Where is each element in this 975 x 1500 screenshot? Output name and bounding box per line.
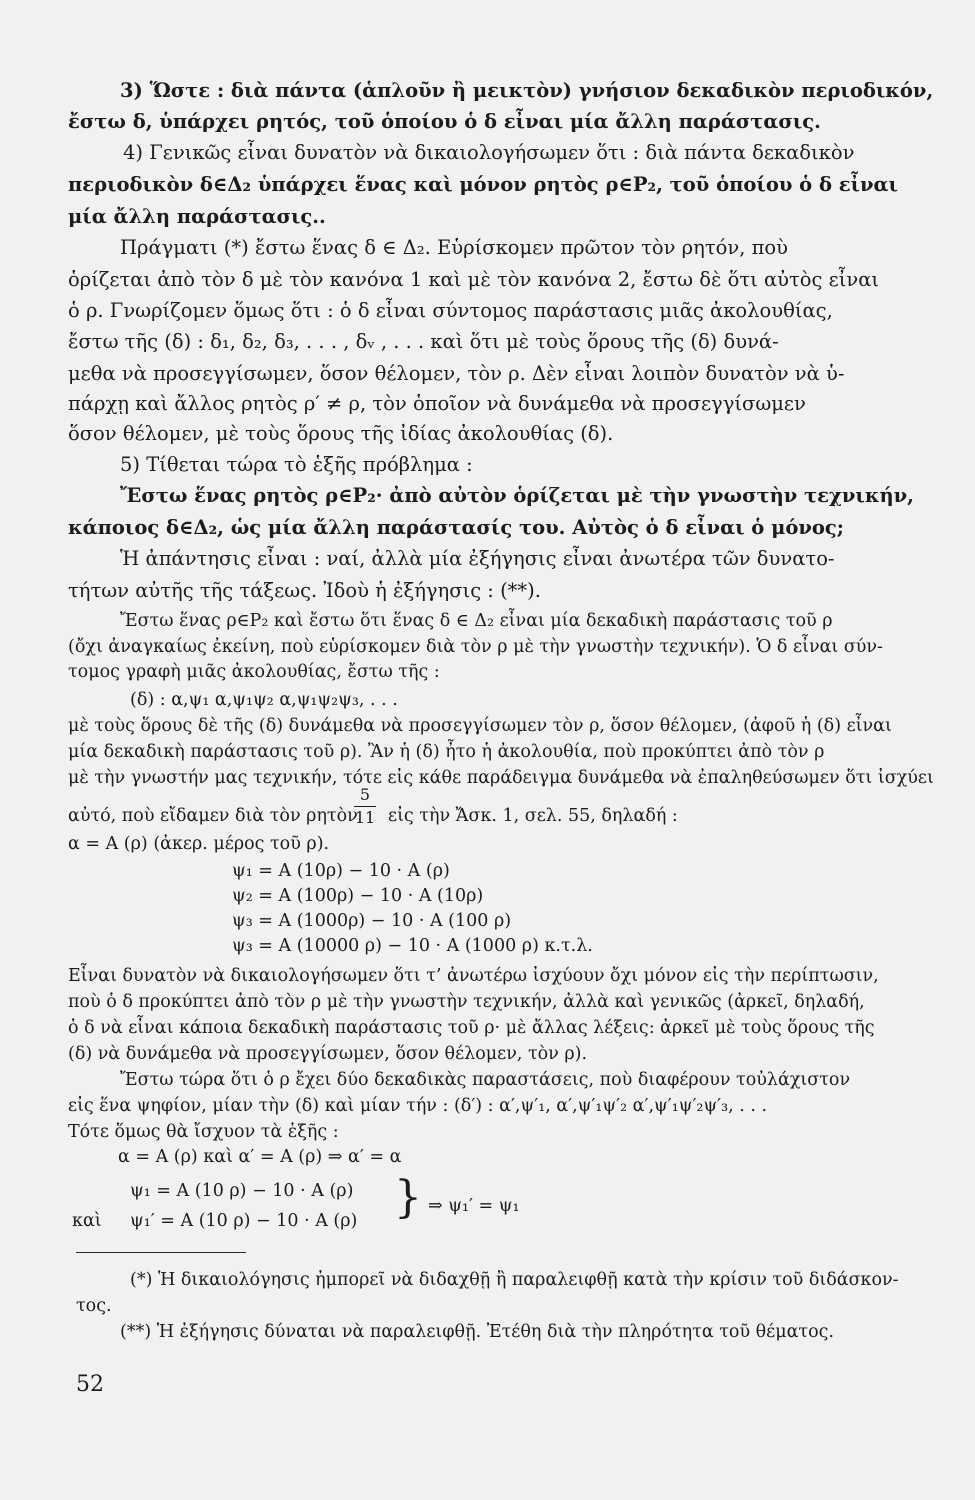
footnote-2: (**) Ἡ ἐξήγησις δύναται νὰ παραλειφθῇ. Ἐτέθη διὰ τὴν πληρότητα τοῦ θέματος. <box>120 1322 835 1342</box>
explanation-line12: (δ) νὰ δυνάμεθα νὰ προσεγγίσωμεν, ὅσον θέλομεν, τὸν ρ). <box>68 1044 588 1064</box>
explanation-line9: Εἶναι δυνατὸν νὰ δικαιολογήσωμεν ὅτι τ’ ἀνωτέρω ἰσχύουν ὄχι μόνον εἰς τὴν περίπτωσιν, <box>68 966 879 986</box>
proof-line7: ὅσον θέλομεν, μὲ τοὺς ὅρους τῆς ἰδίας ἀκολουθίας (δ). <box>68 422 614 445</box>
proof-line2: ὁρίζεται ἀπὸ τὸν δ μὲ τὸν κανόνα 1 καὶ μὲ τὸν κανόνα 2, ἔστω δὲ ὅτι αὐτὸς εἶναι <box>68 268 880 291</box>
explanation-line14: εἰς ἕνα ψηφίον, μίαν τὴν (δ) καὶ μίαν τήν : (δ′) : α′,ψ′₁, α′,ψ′₁ψ′₂ α′,ψ′₁ψ′₂ψ′₃, . . . <box>68 1096 768 1116</box>
fraction-numerator: 5 <box>359 785 371 804</box>
section5-problem2: κάποιος δ∈Δ₂, ὡς μία ἄλλη παράστασίς του. Αὐτὸς ὁ δ εἶναι ὁ μόνος; <box>68 516 844 539</box>
right-brace: } <box>394 1172 422 1223</box>
explanation-line10: ποὺ ὁ δ προκύπτει ἀπὸ τὸν ρ μὲ τὴν γνωστὴν τεχνικήν, ἀλλὰ καὶ γενικῶς (ἀρκεῖ, δηλαδή, <box>68 992 865 1012</box>
proof-line1: Πράγματι (*) ἔστω ἕνας δ ∈ Δ₂. Εὑρίσκομεν πρῶτον τὸν ρητόν, ποὺ <box>120 236 789 259</box>
explanation-line8: α = A (ρ) (ἀκερ. μέρος τοῦ ρ). <box>68 834 330 854</box>
section4-line3: μία ἄλλη παράστασις.. <box>68 205 326 228</box>
equation-kai: καὶ <box>72 1211 102 1231</box>
section5-problem1: Ἔστω ἕνας ρητὸς ρ∈P₂· ἀπὸ αὐτὸν ὁρίζεται μὲ τὴν γνωστὴν τεχνικήν, <box>120 484 914 507</box>
fraction-bar <box>354 806 376 807</box>
explanation-line3: τομος γραφὴ μιᾶς ἀκολουθίας, ἔστω τῆς : <box>68 662 440 682</box>
section3-line2: ἔστω δ, ὑπάρχει ρητός, τοῦ ὁποίου ὁ δ εἶναι μία ἄλλη παράστασις. <box>68 110 821 133</box>
explanation-line7a: αὐτό, ποὺ εἴδαμεν διὰ τὸν ρητὸν <box>68 806 358 826</box>
proof-line5: μεθα νὰ προσεγγίσωμεν, ὅσον θέλομεν, τὸν ρ. Δὲν εἶναι λοιπὸν δυνατὸν νὰ ὑ- <box>68 362 845 385</box>
equation-psi3: ψ₃ = A (1000ρ) − 10 · A (100 ρ) <box>232 911 512 931</box>
explanation-line1: Ἔστω ἕνας ρ∈P₂ καὶ ἔστω ὅτι ἕνας δ ∈ Δ₂ εἶναι μία δεκαδικὴ παράστασις τοῦ ρ <box>120 611 833 631</box>
equation-psi1: ψ₁ = A (10ρ) − 10 · A (ρ) <box>232 861 450 881</box>
sequence-delta: (δ) : α,ψ₁ α,ψ₁ψ₂ α,ψ₁ψ₂ψ₃, . . . <box>130 690 398 710</box>
page-number: 52 <box>76 1372 104 1397</box>
footnote-1: (*) Ἡ δικαιολόγησις ἠμπορεῖ νὰ διδαχθῇ ἢ παραλειφθῇ κατὰ τὴν κρίσιν τοῦ διδάσκον- <box>130 1270 899 1290</box>
fraction-denominator: 11 <box>354 808 376 827</box>
section5-answer2: τήτων αὐτῆς τῆς τάξεως. Ἰδοὺ ἡ ἐξήγησις : (**). <box>68 579 541 602</box>
footnote-1-continuation: τος. <box>76 1296 112 1316</box>
section5-line1: 5) Τίθεται τώρα τὸ ἑξῆς πρόβλημα : <box>120 453 473 476</box>
equation-conclusion: ⇒ ψ₁′ = ψ₁ <box>428 1196 520 1216</box>
proof-line6: πάρχῃ καὶ ἄλλος ρητὸς ρ′ ≠ ρ, τὸν ὁποῖον νὰ δυνάμεθα νὰ προσεγγίσωμεν <box>68 392 806 415</box>
explanation-line4: μὲ τοὺς ὅρους δὲ τῆς (δ) δυνάμεθα νὰ προσεγγίσωμεν τὸν ρ, ὅσον θέλομεν, (ἀφοῦ ἡ (δ) εἶναι <box>68 716 892 736</box>
explanation-line2: (ὄχι ἀναγκαίως ἐκείνη, ποὺ εὑρίσκομεν διὰ τὸν ρ μὲ τὴν γνωστὴν τεχνικήν). Ὁ δ εἶναι σύν- <box>68 637 883 657</box>
explanation-line7b: εἰς τὴν Ἄσκ. 1, σελ. 55, δηλαδή : <box>388 806 678 826</box>
section5-answer1: Ἡ ἀπάντησις εἶναι : ναί, ἀλλὰ μία ἐξήγησις εἶναι ἀνωτέρα τῶν δυνατο- <box>120 547 835 570</box>
proof-line3: ὁ ρ. Γνωρίζομεν ὅμως ὅτι : ὁ δ εἶναι σύντομος παράστασις μιᾶς ἀκολουθίας, <box>68 299 833 322</box>
explanation-line5: μία δεκαδικὴ παράστασις τοῦ ρ). Ἂν ἡ (δ) ἦτο ἡ ἀκολουθία, ποὺ προκύπτει ἀπὸ τὸν ρ <box>68 742 825 762</box>
section4-line1: 4) Γενικῶς εἶναι δυνατὸν νὰ δικαιολογήσωμεν ὅτι : διὰ πάντα δεκαδικὸν <box>123 141 855 164</box>
explanation-line13: Ἔστω τώρα ὅτι ὁ ρ ἔχει δύο δεκαδικὰς παραστάσεις, ποὺ διαφέρουν τοὐλάχιστον <box>120 1070 851 1090</box>
explanation-line15: Τότε ὅμως θὰ ἴσχυον τὰ ἑξῆς : <box>68 1122 339 1142</box>
explanation-line6: μὲ τὴν γνωστήν μας τεχνικήν, τότε εἰς κάθε παράδειγμα δυνάμεθα νὰ ἐπαληθεύσωμεν ὅτι ἰσχύει <box>68 768 934 788</box>
equation-psi2: ψ₂ = A (100ρ) − 10 · A (10ρ) <box>232 886 484 906</box>
proof-line4: ἔστω τῆς (δ) : δ₁, δ₂, δ₃, . . . , δᵥ , . . . καὶ ὅτι μὲ τοὺς ὅρους τῆς (δ) δυνά- <box>68 330 779 353</box>
explanation-line11: ὁ δ νὰ εἶναι κάποια δεκαδικὴ παράστασις τοῦ ρ· μὲ ἄλλας λέξεις: ἀρκεῖ μὲ τοὺς ὅρους τῆς <box>68 1018 875 1038</box>
equation-psi4: ψ₃ = A (10000 ρ) − 10 · A (1000 ρ) κ.τ.λ. <box>232 936 593 956</box>
section4-line2: περιοδικὸν δ∈Δ₂ ὑπάρχει ἕνας καὶ μόνον ρητὸς ρ∈P₂, τοῦ ὁποίου ὁ δ εἶναι <box>68 173 898 196</box>
section3-line1: 3) Ὥστε : διὰ πάντα (ἁπλοῦν ἢ μεικτὸν) γνήσιον δεκαδικὸν περιοδικόν, <box>120 79 934 102</box>
footnote-divider <box>76 1252 246 1253</box>
equation-psi1-prime: ψ₁′ = A (10 ρ) − 10 · A (ρ) <box>130 1211 358 1231</box>
equation-alpha: α = A (ρ) καὶ α′ = A (ρ) ⇒ α′ = α <box>118 1147 402 1167</box>
equation-psi1-delta: ψ₁ = A (10 ρ) − 10 · A (ρ) <box>130 1181 354 1201</box>
